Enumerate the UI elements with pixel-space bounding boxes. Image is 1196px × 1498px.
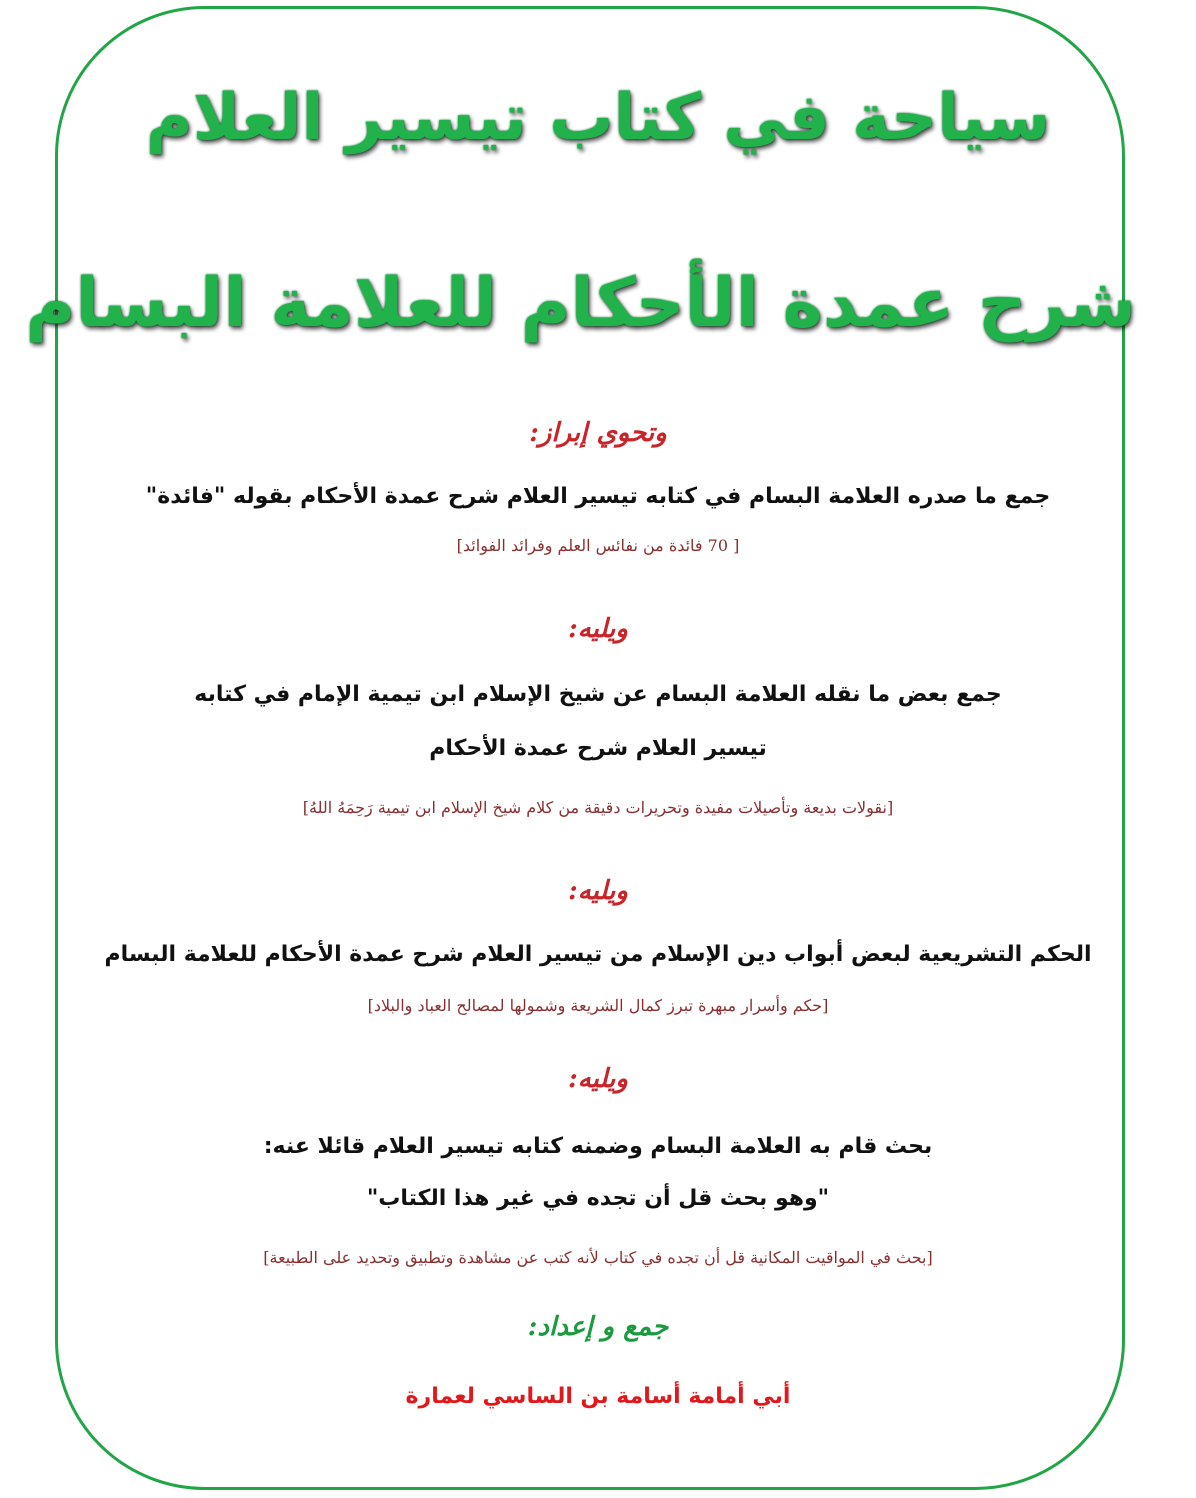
title-line-2: شرح عمدة الأحكام للعلامة البسام (25, 264, 1136, 343)
section-4-note: [بحث في المواقيت المكانية قل أن تجده في كتاب لأنه كتب عن مشاهدة وتطبيق وتحديد على الطبيعة] (263, 1248, 933, 1267)
intro-heading: وتحوي إبراز: (529, 418, 667, 448)
section-1-note: [ 70 فائدة من نفائس العلم وفرائد الفوائد] (456, 536, 740, 555)
credit-label: جمع و إعداد: (527, 1312, 669, 1342)
section-1-line-1: جمع ما صدره العلامة البسام في كتابه تيسير العلام شرح عمدة الأحكام بقوله "فائدة" (145, 484, 1051, 509)
author-name: أبي أمامة أسامة بن الساسي لعمارة (405, 1384, 791, 1409)
section-4-line-2: "وهو بحث قل أن تجده في غير هذا الكتاب" (366, 1186, 830, 1211)
section-3-heading: ويليه: (568, 876, 628, 906)
section-2-line-2: تيسير العلام شرح عمدة الأحكام (429, 736, 767, 761)
section-2-note: [نقولات بديعة وتأصيلات مفيدة وتحريرات دقيقة من كلام شيخ الإسلام ابن تيمية رَحِمَهُ اللهُ] (302, 798, 894, 817)
section-2-line-1: جمع بعض ما نقله العلامة البسام عن شيخ الإسلام ابن تيمية الإمام في كتابه (194, 682, 1002, 707)
title-line-1: سياحة في كتاب تيسير العلام (145, 81, 1051, 155)
section-4-heading: ويليه: (568, 1064, 628, 1094)
section-3-note: [حكم وأسرار مبهرة تبرز كمال الشريعة وشمولها لمصالح العباد والبلاد] (367, 996, 829, 1015)
section-4-line-1: بحث قام به العلامة البسام وضمنه كتابه تيسير العلام قائلا عنه: (263, 1134, 933, 1159)
section-2-heading: ويليه: (568, 614, 628, 644)
section-3-line-1: الحكم التشريعية لبعض أبواب دين الإسلام من تيسير العلام شرح عمدة الأحكام للعلامة البسام (104, 942, 1092, 967)
